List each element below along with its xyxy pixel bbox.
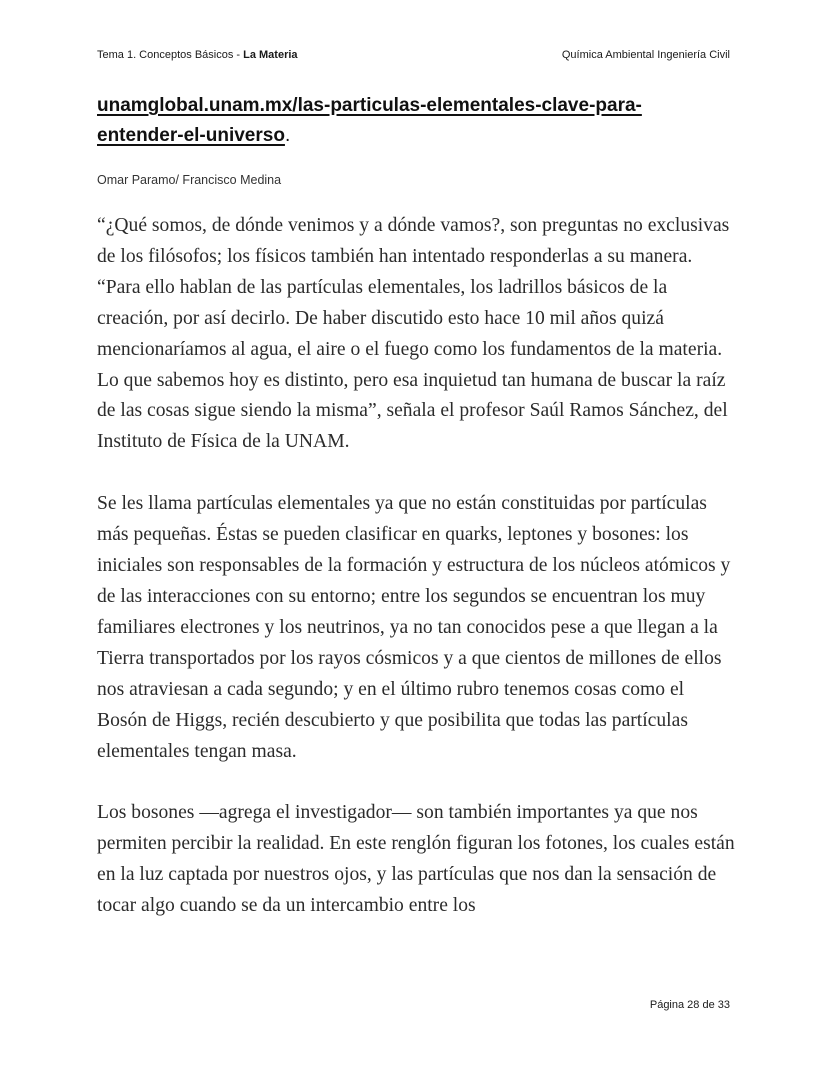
page-number: Página 28 de 33 (649, 999, 730, 1011)
article-byline: Omar Paramo/ Francisco Medina (97, 173, 282, 187)
source-link-block (97, 91, 717, 151)
article-body (97, 211, 737, 953)
paragraph-2: Se les llama partículas elementales ya que no están constituidas por partículas más pequeñas. Éstas se pueden clasificar en quarks, leptones y bosones: los iniciales son responsables de la formación y estructura de los núcleos atómicos y de las interacciones con su entorno; entre los segundos se encuentran los muy familiares electrones y los neutrinos, ya no tan conocidos pese a que llegan a la Tierra transportados por los rayos cósmicos y a que cientos de millones de ellos nos atraviesan a cada segundo; y en el último rubro tenemos cosas como el Bosón de Higgs, recién descubierto y que posibilita que todas las partículas elementales tengan masa. (97, 493, 731, 762)
paragraph-3: Los bosones —agrega el investigador— son también importantes ya que nos permiten percibir la realidad. En este renglón figuran los fotones, los cuales están en la luz captada por nuestros ojos, y las partículas que nos dan la sensación de tocar algo cuando se da un intercambio entre los (97, 802, 735, 917)
running-header-left (97, 49, 298, 61)
paragraph-1: “¿Qué somos, de dónde venimos y a dónde vamos?, son preguntas no exclusivas de los filósofos; los físicos también han intentado responderlas a su manera. “Para ello hablan de las partículas elementales, los ladrillos básicos de la creación, por así decirlo. De haber discutido esto hace 10 mil años quizá mencionaríamos al agua, el aire o el fuego como los fundamentos de la materia. Lo que sabemos hoy es distinto, pero esa inquietud tan humana de buscar la raíz de las cosas sigue siendo la misma”, señala el profesor Saúl Ramos Sánchez, del Instituto de Física de la UNAM. (97, 215, 730, 453)
running-header-right: Química Ambiental Ingeniería Civil (561, 49, 730, 61)
link-period: . (284, 125, 291, 146)
source-url-link[interactable]: unamglobal.unam.mx/las-particulas-elementales-clave-para-entender-el-universo (97, 95, 642, 146)
header-topic: Tema 1. Conceptos Básicos - (97, 49, 244, 61)
header-topic-bold: La Materia (243, 49, 298, 61)
